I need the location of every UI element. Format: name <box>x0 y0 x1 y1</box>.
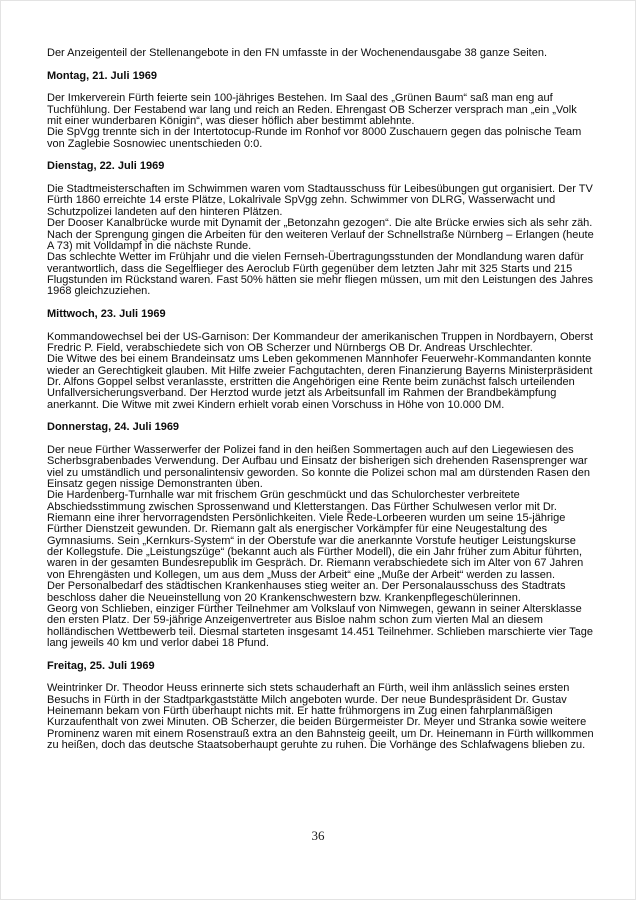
story-paragraph: Der Personalbedarf des städtischen Krankenhauses stieg weiter an. Der Personalausschuss des Stadtrats beschloss daher die Neueinstellung von 20 Krankenschwestern bzw. Krankenpflegeschülerinnen. <box>47 580 566 604</box>
day-section-wednesday <box>47 309 594 411</box>
story-paragraph: Der Imkerverein Fürth feierte sein 100-jähriges Bestehen. Im Saal des „Grünen Baum“ saß man eng auf Tuchfühlung. Der Festabend war lang und reich an Reden. Ehrengast OB Scherzer versprach man „ein „Volk mit einer wunderbaren Königin“, was dieser höflich aber bestimmt ablehnte. <box>47 92 577 128</box>
story-paragraph: Die Hardenberg-Turnhalle war mit frischem Grün geschmückt und das Schulorchester verbreitete Abschiedsstimmung zwischen Sprossenwand und Kletterstangen. Das Fürther Schulwesen verlor mit Dr. Riemann eine ihrer hervorragendsten Persönlichkeiten. Viele Rede-Lorbeeren wurden um seine 15-jährige Fürther Dienstzeit gewunden. Dr. Riemann galt als energischer Vorkämpfer für eine Neugestaltung des Gymnasiums. Sein „Kernkurs-System“ in der Oberstufe war die anerkannte Vorstufe heutiger Leistungskurse der Kollegstufe. Die „Leistungszüge“ (bekannt auch als Fürther Modell), die ein Jahr früher zum Abitur führten, waren in der gesamten Bundesrepublik im Gespräch. Dr. Riemann verabschiedete sich im Alter von 67 Jahren von Ehrengästen und Kollegen, um aus dem „Muss der Arbeit“ eine „Muße der Arbeit“ werden zu lassen. <box>47 489 584 581</box>
story-paragraph: Der neue Fürther Wasserwerfer der Polizei fand in den heißen Sommertagen auch auf den Liegewiesen des Scherbsgrabenbades Verwendung. Der Aufbau und Einsatz der bisherigen sich drehenden Rasensprenger war viel zu umständlich und personalintensiv geworden. So konnte die Polizei schon mal am dürstenden Rasen den Einsatz gegen nissige Demonstranten üben. <box>47 444 590 491</box>
story-paragraph: Das schlechte Wetter im Frühjahr und die vielen Fernseh-Übertragungsstunden der Mondlandung waren dafür verantwortlich, dass die Segelflieger des Aeroclub Fürth gegenüber dem letzten Jahr mit 325 Starts und 215 Flugstunden im Rückstand waren. Fast 50% hätten sie mehr fliegen müssen, um mit den Leistungen des Jahres 1968 gleichzuziehen. <box>47 251 594 298</box>
section-heading: Donnerstag, 24. Juli 1969 <box>47 421 180 434</box>
day-section-friday <box>47 661 594 752</box>
story-paragraph: Die Witwe des bei einem Brandeinsatz ums Leben gekommenen Mannhofer Feuerwehr-Kommandanten konnte wieder an Gerechtigkeit glauben. Mit Hilfe zweier Fachgutachten, deren Finanzierung Bayerns Ministerpräsident Dr. Alfons Goppel selbst veranlasste, erstritten die Angehörigen eine Rente beim zunächst falsch urteilenden Unfallversicherungsverband. Der Herztod wurde jetzt als Arbeitsunfall im Rahmen der Brandbekämpfung anerkannt. Die Witwe mit zwei Kindern erhielt vorab einen Vorschuss in Höhe von 10.000 DM. <box>47 353 593 411</box>
story-paragraph: Der Dooser Kanalbrücke wurde mit Dynamit der „Betonzahn gezogen“. Die alte Brücke erwies sich als sehr zäh. Nach der Sprengung gingen die Arbeiten für den weiteren Verlauf der Schnellstraße Nürnberg – Erlangen (heute A 73) mit Volldampf in die nächste Runde. <box>47 217 594 252</box>
story-paragraph: Die SpVgg trennte sich in der Intertotocup-Runde im Ronhof vor 8000 Zuschauern gegen das polnische Team von Zaglebie Sosnowiec unentschieden 0:0. <box>47 126 582 150</box>
story-paragraph: Weintrinker Dr. Theodor Heuss erinnerte sich stets schauderhaft an Fürth, weil ihm anlässlich seines ersten Besuchs in Fürth in der Stadtparkgaststätte Milch angeboten wurde. Der neue Bundespräsident Dr. Gustav Heinemann bekam von Fürth überhaupt nichts mit. Er hatte frühmorgens im Zug einen fahrplanmäßigen Kurzaufenthalt von zwei Minuten. OB Scherzer, die beiden Bürgermeister Dr. Meyer und Stranka sowie weitere Prominenz waren mit einem Rosenstrauß extra an den Bahnsteig geeilt, um Dr. Heinemann in Fürth willkommen zu heißen, doch das deutsche Staatsoberhaupt geruhte zu ruhen. Die Vorhänge des Schlafwagens blieben zu. <box>47 682 594 751</box>
day-section-tuesday <box>47 161 594 297</box>
section-heading: Mittwoch, 23. Juli 1969 <box>47 307 166 320</box>
day-section-thursday <box>47 422 594 649</box>
story-paragraph: Kommandowechsel bei der US-Garnison: Der Kommandeur der amerikanischen Truppen in Nordbayern, Oberst Fredric P. Field, verabschiedete sich von OB Scherzer und Nürnbergs OB Dr. Andreas Urschlechter. <box>47 330 593 354</box>
section-heading: Freitag, 25. Juli 1969 <box>47 659 155 672</box>
page-number: 36 <box>311 828 325 843</box>
intro-text: Der Anzeigenteil der Stellenangebote in den FN umfasste in der Wochenendausgabe 38 ganze Seiten. <box>47 47 548 59</box>
section-heading: Dienstag, 22. Juli 1969 <box>47 160 165 173</box>
section-heading: Montag, 21. Juli 1969 <box>47 69 158 82</box>
story-paragraph: Die Stadtmeisterschaften im Schwimmen waren vom Stadtausschuss für Leibesübungen gut organisiert. Der TV Fürth 1860 erreichte 14 erste Plätze, Lokalrivale SpVgg zehn. Schwimmer von DLRG, Wasserwacht und Schutzpolizei landeten auf den hinteren Plätzen. <box>47 183 593 218</box>
story-paragraph: Georg von Schlieben, einziger Fürther Teilnehmer am Volkslauf von Nimwegen, gewann in seiner Altersklasse den ersten Platz. Der 59-jährige Anzeigenvertreter aus Bisloe nahm schon zum vierten Mal an diesem holländischen Wettbewerb teil. Diesmal starteten insgesamt 14.451 Teilnehmer. Schlieben marschierte vier Tage lang jeweils 40 km und verlor dabei 18 Pfund. <box>47 602 594 649</box>
day-section-monday <box>47 71 594 150</box>
